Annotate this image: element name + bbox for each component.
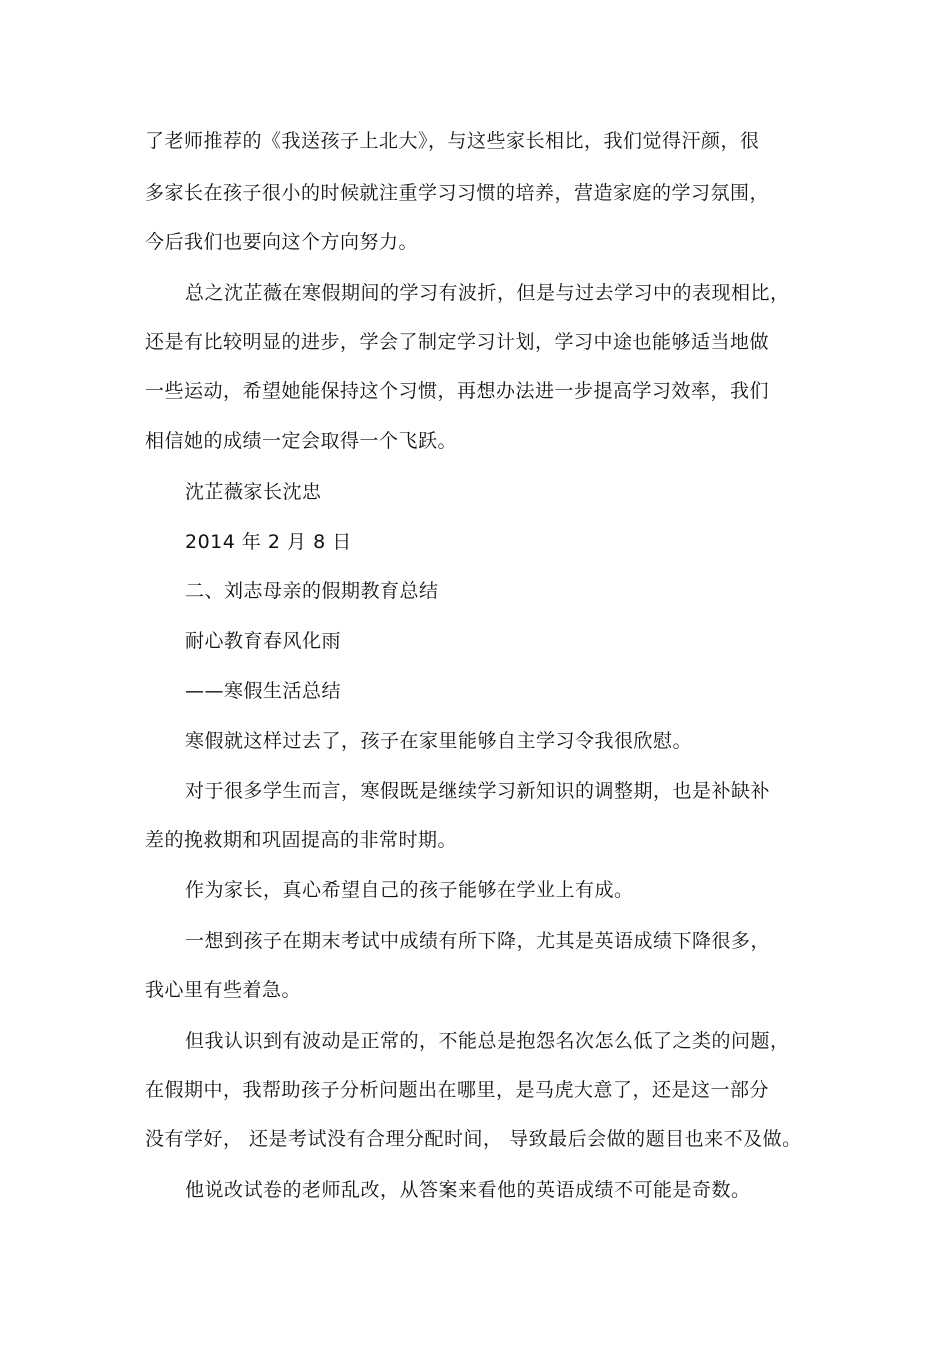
text-line: 对于很多学生而言，寒假既是继续学习新知识的调整期，也是补缺补 bbox=[185, 780, 771, 802]
text-line: 今后我们也要向这个方向努力。 bbox=[145, 231, 419, 253]
text-line: 在假期中，我帮助孩子分析问题出在哪里，是马虎大意了，还是这一部分 bbox=[145, 1079, 770, 1101]
text-line: 还是有比较明显的进步，学会了制定学习计划，学习中途也能够适当地做 bbox=[145, 331, 770, 353]
text-line: 差的挽救期和巩固提高的非常时期。 bbox=[145, 829, 458, 851]
article-subtitle: ——寒假生活总结 bbox=[185, 680, 342, 702]
section-heading: 二、刘志母亲的假期教育总结 bbox=[185, 580, 439, 602]
signature-line: 沈芷薇家长沈忠 bbox=[185, 481, 322, 503]
article-title: 耐心教育春风化雨 bbox=[185, 630, 342, 652]
text-line: 我心里有些着急。 bbox=[145, 979, 302, 1001]
text-line: 寒假就这样过去了，孩子在家里能够自主学习令我很欣慰。 bbox=[185, 730, 693, 752]
text-line: 了老师推荐的《我送孩子上北大》，与这些家长相比，我们觉得汗颜，很 bbox=[145, 130, 760, 152]
text-line: 没有学好， 还是考试没有合理分配时间， 导致最后会做的题目也来不及做。 bbox=[145, 1128, 802, 1150]
text-line: 多家长在孩子很小的时候就注重学习习惯的培养，营造家庭的学习氛围， bbox=[145, 182, 770, 204]
text-line: 相信她的成绩一定会取得一个飞跃。 bbox=[145, 430, 458, 452]
date-line: 2014 年 2 月 8 日 bbox=[185, 531, 352, 553]
text-line: 他说改试卷的老师乱改，从答案来看他的英语成绩不可能是奇数。 bbox=[185, 1179, 751, 1201]
text-line: 但我认识到有波动是正常的，不能总是抱怨名次怎么低了之类的问题， bbox=[185, 1030, 790, 1052]
text-line: 一些运动，希望她能保持这个习惯，再想办法进一步提高学习效率，我们 bbox=[145, 380, 770, 402]
text-line: 作为家长，真心希望自己的孩子能够在学业上有成。 bbox=[185, 879, 634, 901]
text-line: 一想到孩子在期末考试中成绩有所下降，尤其是英语成绩下降很多， bbox=[185, 930, 771, 952]
text-line: 总之沈芷薇在寒假期间的学习有波折，但是与过去学习中的表现相比， bbox=[185, 282, 790, 304]
